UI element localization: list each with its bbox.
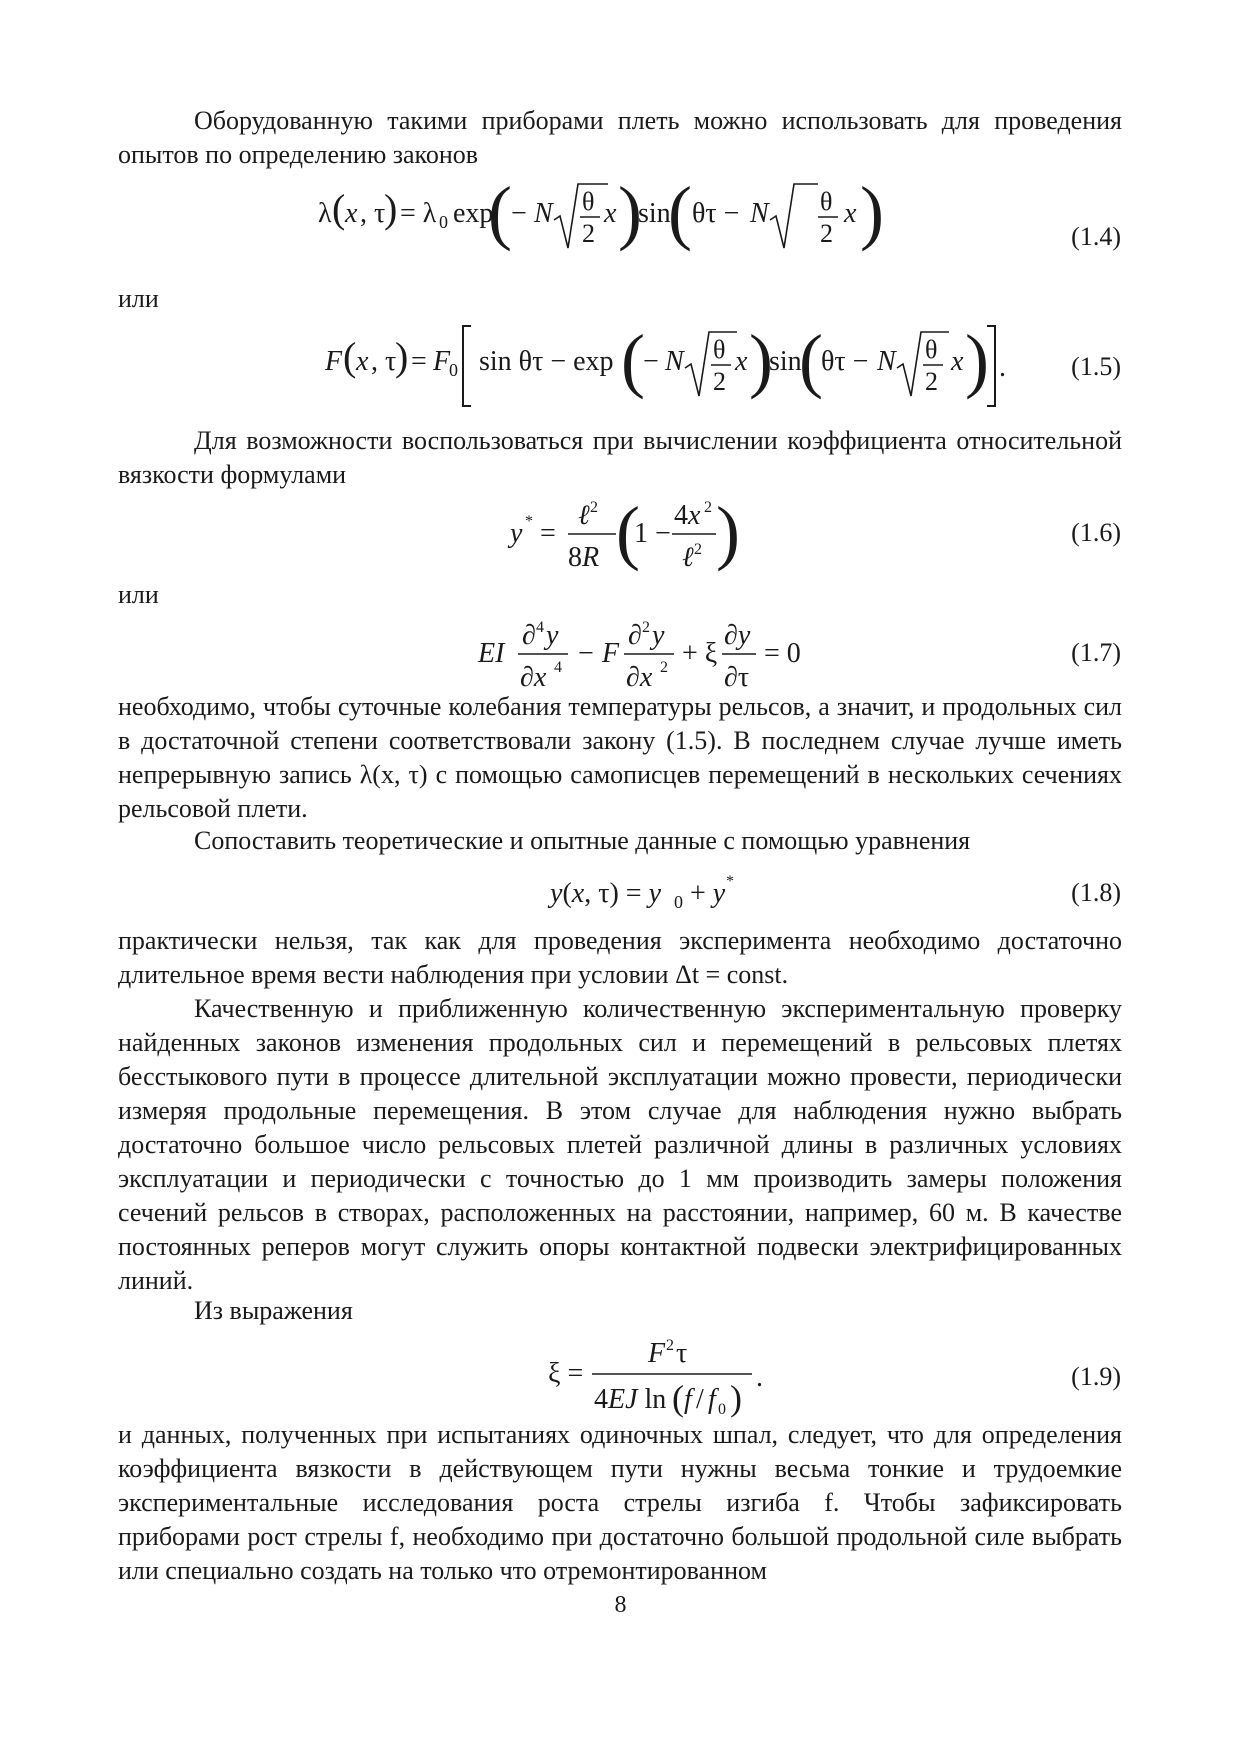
svg-text:θ: θ: [713, 335, 726, 364]
svg-text:λ: λ: [318, 198, 332, 229]
svg-text:θ: θ: [925, 335, 938, 364]
svg-text:x: x: [604, 198, 617, 229]
equation-number-1-7: (1.7): [1071, 638, 1121, 667]
svg-text:x: x: [356, 346, 369, 377]
svg-text:y: y: [652, 620, 665, 651]
equation-1-4: [318, 170, 818, 268]
svg-text:θτ −: θτ −: [821, 346, 869, 377]
svg-text:): ): [395, 334, 409, 379]
paragraph-compare: Сопоставить теоретические и опытные данные с помощью уравнения: [194, 826, 971, 855]
equation-1-8: [550, 868, 750, 926]
svg-text:.: .: [999, 352, 1006, 383]
svg-text:2: 2: [590, 499, 598, 516]
svg-text:*: *: [726, 873, 734, 890]
svg-text:x: x: [951, 346, 964, 377]
svg-text:F: F: [602, 638, 620, 669]
svg-text:y(x, τ) = y: y(x, τ) = y: [550, 878, 662, 909]
paragraph-necessary: необходимо, чтобы суточные колебания температуры рельсов, а значит, и продольных сил в достаточной степени соответствовали закону (1.5). В последнем случае лучше иметь непрерывную запись λ(x, τ) с помощью самописцев перемещений в нескольких сечениях рельсовой плети.: [118, 692, 1122, 823]
svg-text:0: 0: [439, 212, 448, 232]
equation-1-5-close: [985, 312, 1015, 420]
equation-number-1-9: (1.9): [1071, 1362, 1121, 1391]
svg-text:θτ −: θτ −: [692, 198, 740, 229]
svg-text:F: F: [433, 346, 451, 377]
equation-number-1-5: (1.5): [1071, 352, 1121, 381]
equation-1-6: [510, 490, 740, 588]
svg-text:(: (: [332, 186, 346, 231]
svg-text:N: N: [877, 346, 896, 377]
paragraph-intro: Оборудованную такими приборами плеть можно использовать для проведения опытов по определению законов: [118, 106, 1122, 169]
svg-text:(: (: [621, 320, 645, 400]
svg-text:/: /: [696, 1384, 704, 1415]
svg-text:N: N: [750, 198, 769, 229]
svg-text:(: (: [668, 172, 692, 252]
svg-text:4x: 4x: [674, 500, 701, 531]
svg-text:): ): [730, 1378, 742, 1418]
svg-text:0: 0: [674, 892, 683, 912]
svg-text:.: .: [756, 1362, 763, 1393]
svg-text:θ: θ: [582, 187, 595, 216]
svg-text:x: x: [345, 198, 358, 229]
svg-text:∂: ∂: [628, 620, 642, 651]
svg-text:): ): [749, 320, 773, 400]
equation-1-9: [548, 1330, 768, 1428]
svg-text:sin: sin: [769, 346, 802, 377]
svg-text:N: N: [534, 198, 553, 229]
svg-text:1 −: 1 −: [634, 518, 671, 549]
svg-text:, τ: , τ: [360, 198, 386, 229]
svg-text:(: (: [672, 1378, 684, 1418]
equation-number-1-4: (1.4): [1071, 222, 1121, 251]
svg-text:2: 2: [694, 541, 702, 558]
svg-text:): ): [716, 492, 740, 572]
svg-text:0: 0: [718, 1401, 726, 1418]
connector-or-2: или: [118, 580, 159, 609]
svg-text:EI: EI: [478, 638, 505, 669]
paragraph-qualitative: Качественную и приближенную количественную экспериментальную проверку найденных законов изменения продольных сил и перемещений в рельсовых плетях бесстыкового пути в процессе длительной эксплуатации можно провести, периодически измеряя продольные перемещения. В этом случае для наблюдения нужно выбрать достаточно большое число рельсовых плетей различной длины в различных условиях эксплуатации и периодически с точностью до 1 мм производить замеры положения сечений рельсов в створах, расположенных на расстоянии, например, 60 м. В качестве постоянных реперов могут служить опоры контактной подвески электрифицированных линий.: [118, 994, 1122, 1295]
svg-text:∂: ∂: [522, 620, 536, 651]
svg-text:∂τ: ∂τ: [724, 662, 750, 693]
svg-text:θ: θ: [820, 187, 833, 216]
svg-text:−: −: [643, 346, 659, 377]
svg-text:2: 2: [713, 367, 726, 396]
svg-text:sin: sin: [638, 198, 671, 229]
svg-text:): ): [965, 320, 989, 400]
svg-text:0: 0: [449, 360, 458, 380]
svg-text:+ y: + y: [690, 878, 726, 909]
svg-text:x: x: [844, 198, 857, 229]
svg-text:= 0: = 0: [764, 638, 801, 669]
svg-text:, τ: , τ: [371, 346, 397, 377]
svg-text:(: (: [616, 492, 640, 572]
equation-1-5: [325, 312, 989, 420]
svg-text:2: 2: [642, 619, 650, 636]
svg-text:(: (: [343, 334, 357, 379]
svg-text:exp: exp: [453, 198, 494, 229]
svg-text:N: N: [665, 346, 684, 377]
svg-text:ℓ: ℓ: [682, 542, 694, 573]
svg-text:−: −: [511, 198, 527, 229]
svg-text:4: 4: [536, 619, 544, 636]
svg-text:F: F: [648, 1338, 666, 1369]
svg-text:8R: 8R: [568, 542, 600, 573]
svg-text:=: =: [540, 518, 556, 549]
svg-text:y: y: [510, 518, 523, 549]
svg-text:4: 4: [554, 659, 562, 676]
svg-text:*: *: [525, 513, 533, 530]
svg-text:∂x: ∂x: [626, 662, 653, 693]
svg-text:x: x: [735, 346, 748, 377]
svg-text:): ): [860, 172, 884, 252]
svg-text:F: F: [325, 346, 343, 377]
equation-number-1-8: (1.8): [1071, 878, 1121, 907]
svg-text:2: 2: [820, 219, 833, 248]
svg-text:= λ: = λ: [400, 198, 437, 229]
equation-number-1-6: (1.6): [1071, 518, 1121, 547]
connector-or-1: или: [118, 284, 159, 313]
svg-text:sin θτ − exp: sin θτ − exp: [479, 346, 614, 377]
svg-text:f: f: [708, 1384, 716, 1415]
svg-text:(: (: [799, 320, 823, 400]
svg-text:(: (: [488, 172, 512, 252]
svg-text:4EJ ln: 4EJ ln: [594, 1384, 667, 1415]
page-number: 8: [614, 1592, 627, 1618]
svg-text:2: 2: [925, 367, 938, 396]
svg-text:y: y: [546, 620, 559, 651]
svg-text:): ): [384, 186, 398, 231]
svg-text:2: 2: [704, 499, 712, 516]
svg-text:∂y: ∂y: [724, 620, 751, 651]
svg-text:2: 2: [666, 1337, 674, 1354]
svg-text:∂x: ∂x: [520, 662, 547, 693]
svg-text:f: f: [684, 1384, 692, 1415]
svg-text:+ ξ: + ξ: [682, 638, 718, 669]
svg-text:−: −: [578, 638, 594, 669]
svg-text:2: 2: [582, 219, 595, 248]
svg-text:ℓ: ℓ: [578, 500, 590, 531]
paragraph-practically: практически нельзя, так как для проведения эксперимента необходимо достаточно длительное время вести наблюдения при условии Δt = const.: [118, 926, 1122, 989]
svg-text:): ): [618, 172, 642, 252]
paragraph-viscosity: Для возможности воспользоваться при вычислении коэффициента относительной вязкости формулами: [118, 426, 1122, 489]
equation-1-4-tail: [818, 170, 898, 268]
svg-text:2: 2: [660, 659, 668, 676]
svg-text:τ: τ: [676, 1338, 688, 1369]
svg-text:ξ =: ξ =: [548, 1358, 584, 1389]
paragraph-from-expression: Из выражения: [194, 1296, 353, 1325]
svg-text:=: =: [411, 346, 427, 377]
paragraph-data-obtained: и данных, полученных при испытаниях одиночных шпал, следует, что для определения коэффициента вязкости в действующем пути нужны весьма тонкие и трудоемкие экспериментальные исследования роста стрелы изгиба f. Чтобы зафиксировать приборами рост стрелы f, необходимо при достаточно большой продольной силе выбрать или специально создать на только что отремонтированном: [118, 1420, 1122, 1585]
